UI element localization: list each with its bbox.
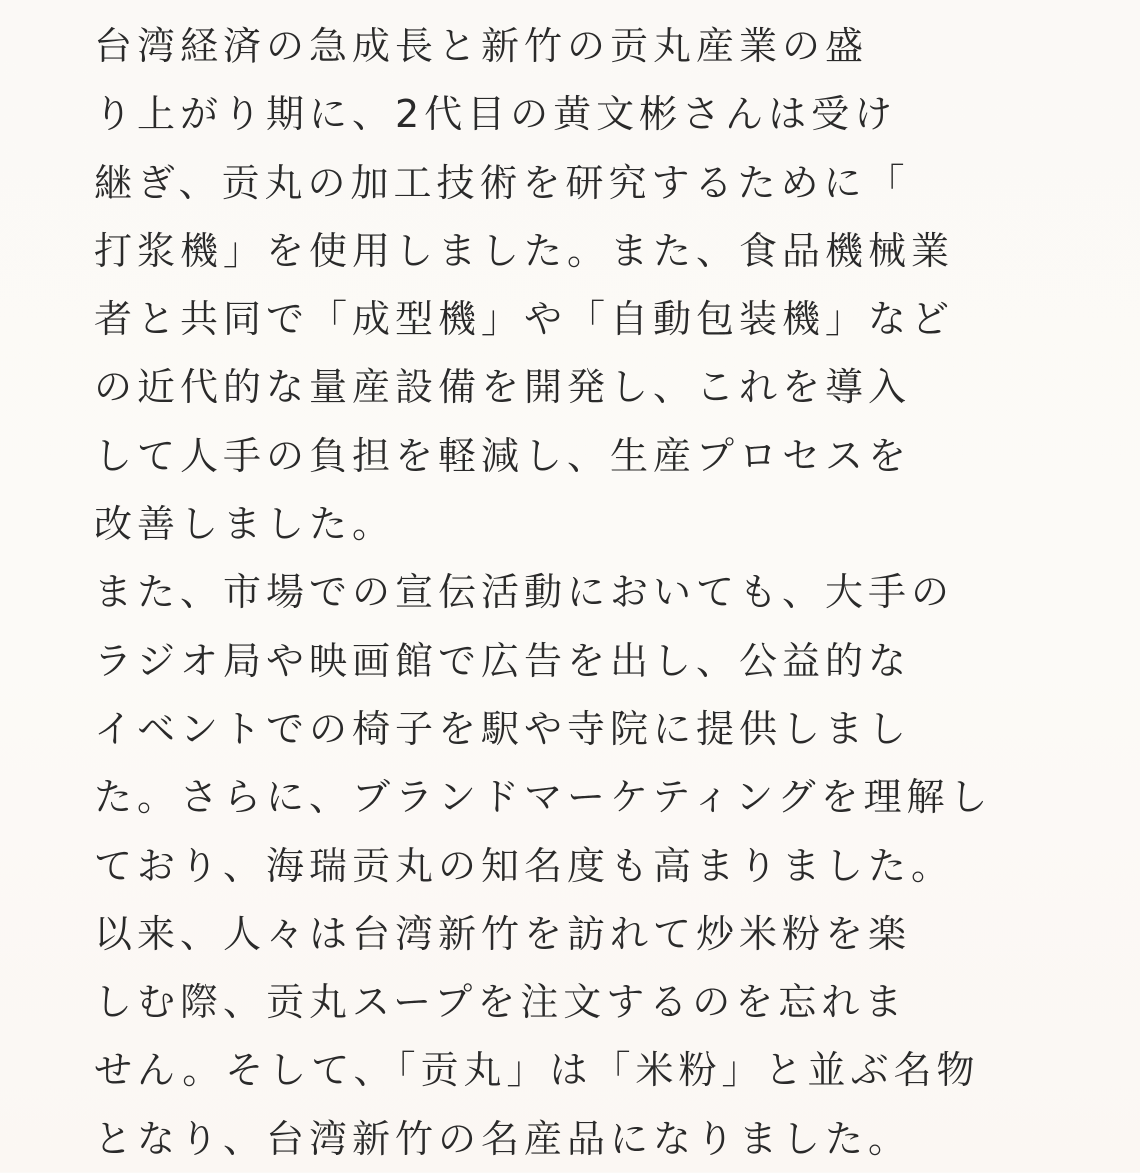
- article-line-7: して人手の負担を軽減し、生産プロセスを: [94, 433, 912, 478]
- article-line-12: た。さらに、ブランドマーケティングを理解し: [94, 775, 993, 820]
- article-line-13: ており、海瑞贡丸の知名度も高まりました。: [94, 843, 955, 888]
- article-line-15: しむ際、贡丸スープを注文するのを忘れま: [94, 980, 908, 1025]
- article-line-5: 者と共同で「成型機」や「自動包装機」など: [94, 297, 955, 342]
- article-line-16: せん。そして、「贡丸」は「米粉」と並ぶ名物: [94, 1048, 980, 1093]
- article-text: [94, 12, 1100, 1173]
- article-line-9: また、市場での宣伝活動においても、大手の: [94, 570, 955, 615]
- article-line-4: 打浆機」を使用しました。また、食品機械業: [94, 228, 955, 273]
- article-line-2: り上がり期に、2代目の黄文彬さんは受け: [94, 92, 898, 137]
- article-line-8: 改善しました。: [94, 502, 396, 547]
- article-line-10: ラジオ局や映画館で広告を出し、公益的な: [94, 638, 912, 683]
- article-line-17: となり、台湾新竹の名産品になりました。: [94, 1116, 912, 1161]
- article-line-11: イベントでの椅子を駅や寺院に提供しまし: [94, 706, 912, 751]
- article-line-1: 台湾経済の急成長と新竹の贡丸産業の盛: [94, 24, 869, 68]
- article-line-14: 以来、人々は台湾新竹を訪れて炒米粉を楽: [94, 911, 912, 956]
- article-line-3: 継ぎ、贡丸の加工技術を研究するために「: [94, 160, 910, 205]
- article-line-6: の近代的な量産設備を開発し、これを導入: [94, 365, 912, 410]
